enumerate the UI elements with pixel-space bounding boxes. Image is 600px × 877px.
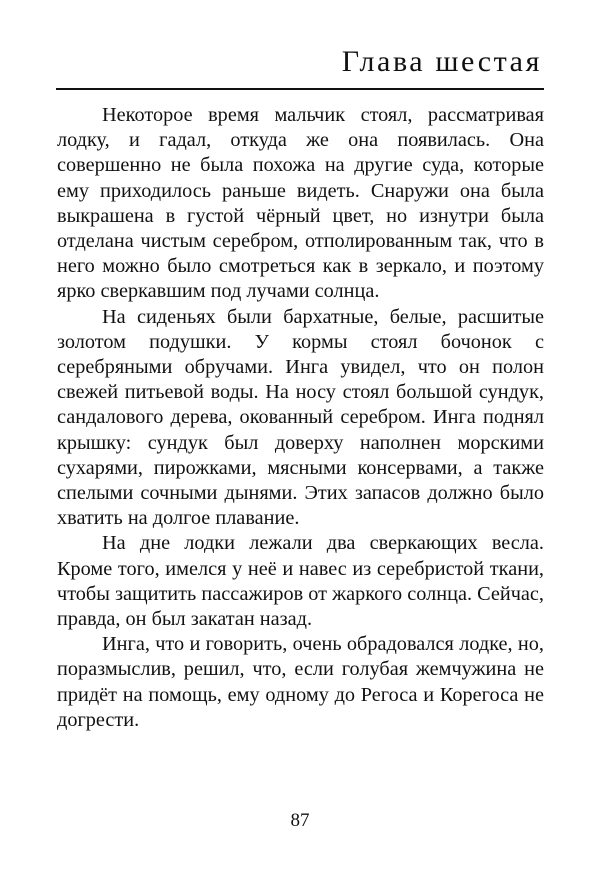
paragraph-3: На дне лодки лежали два сверкающих весла. Кроме того, имелся у неё и навес из серебристой ткани, чтобы защитить пассажиров от жаркого солнца. Сейчас, правда, он был закатан назад.: [57, 532, 544, 631]
chapter-title: Глава шестая: [341, 45, 542, 78]
header-divider: [56, 88, 544, 90]
page-number: 87: [290, 810, 310, 831]
paragraph-4: Инга, что и говорить, очень обрадовался лодке, но, поразмыслив, решил, что, если голубая жемчужина не придёт на помощь, ему одному до Регоса и Корегоса не догрести.: [57, 633, 544, 731]
chapter-body: [57, 103, 544, 733]
paragraph-2: На сиденьях были бархатные, белые, расшитые золотом подушки. У кормы стоял бочонок с серебряными обручами. Инга увидел, что он полон свежей питьевой воды. На носу стоял большой сундук, сандалового дерева, окованный серебром. Инга поднял крышку: сундук был доверху наполнен морскими сухарями, пирожками, мясными консервами, а также спелыми сочными дынями. Этих запасов должно было хватить на долгое плавание.: [57, 305, 544, 530]
paragraph-1: Некоторое время мальчик стоял, рассматривая лодку, и гадал, откуда же она появилась. Она совершенно не была похожа на другие суда, которые ему приходилось раньше видеть. Снаружи она была выкрашена в густой чёрный цвет, но изнутри была отделана чистым серебром, отполированным так, что в него можно было смотреться как в зеркало, и поэтому ярко сверкавшим под лучами солнца.: [57, 104, 544, 303]
